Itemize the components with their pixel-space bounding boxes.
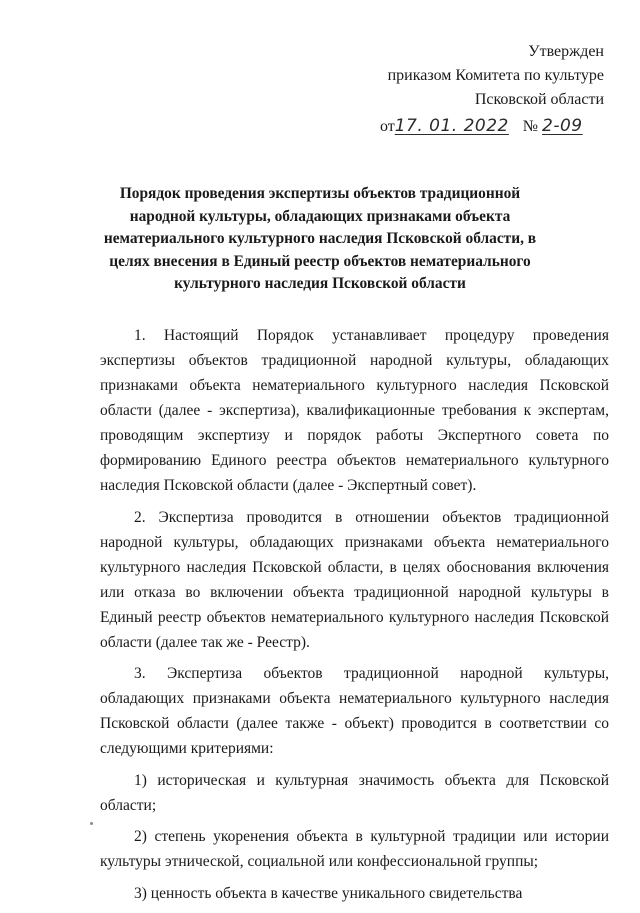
handwritten-order-number: 2-09 (542, 116, 583, 136)
paragraph-3: 3. Экспертиза объектов традиционной народной культуры, обладающих признаками объекта нематериального культурного наследия Псковской области (далее также - объект) проводится в соответствии со следующими критериями: (100, 665, 609, 758)
number-prefix: № (522, 118, 538, 135)
document-title: Порядок проведения экспертизы объектов традиционной народной культуры, обладающих признаками объекта нематериального культурного наследия Псковской области, в целях внесения в Единый реестр объектов нематериального культурного наследия Псковской области (103, 185, 537, 293)
paragraph-2: 2. Экспертиза проводится в отношении объектов традиционной народной культуры, обладающих признаками объекта нематериального культурного наследия Псковской области, в целях обоснования включения или отказа во включении объекта традиционной народной культуры в Единый реестр объектов нематериального культурного наследия Псковской области (далее так же - Реестр). (100, 508, 609, 651)
scan-speck (90, 822, 93, 825)
criterion-1: 1) историческая и культурная значимость объекта для Псковской области; (100, 771, 609, 814)
paragraph-1: 1. Настоящий Порядок устанавливает процедуру проведения экспертизы объектов традиционной народной культуры, обладающих признаками объекта нематериального культурного наследия Псковской области (далее - экспертиза), квалификационные требования к экспертам, проводящим экспертизу и порядок работы Экспертного совета по формированию Единого реестра объектов нематериального культурного наследия Псковской области (далее - Экспертный совет). (100, 327, 609, 494)
order-date-number-line (380, 114, 604, 139)
document-body (100, 323, 609, 913)
approval-stamp-block (380, 40, 604, 139)
criterion-3: 3) ценность объекта в качестве уникального свидетельства (134, 884, 523, 902)
handwritten-date: 17. 01. 2022 (394, 116, 509, 136)
criterion-2: 2) степень укоренения объекта в культурной традиции или истории культуры этнической, социальной или конфессиональной группы; (100, 828, 609, 871)
date-prefix: от (379, 118, 395, 135)
approved-label: Утвержден (528, 43, 604, 60)
approved-by-order: приказом Комитета по культуре (387, 67, 604, 84)
approved-region: Псковской области (474, 91, 604, 108)
